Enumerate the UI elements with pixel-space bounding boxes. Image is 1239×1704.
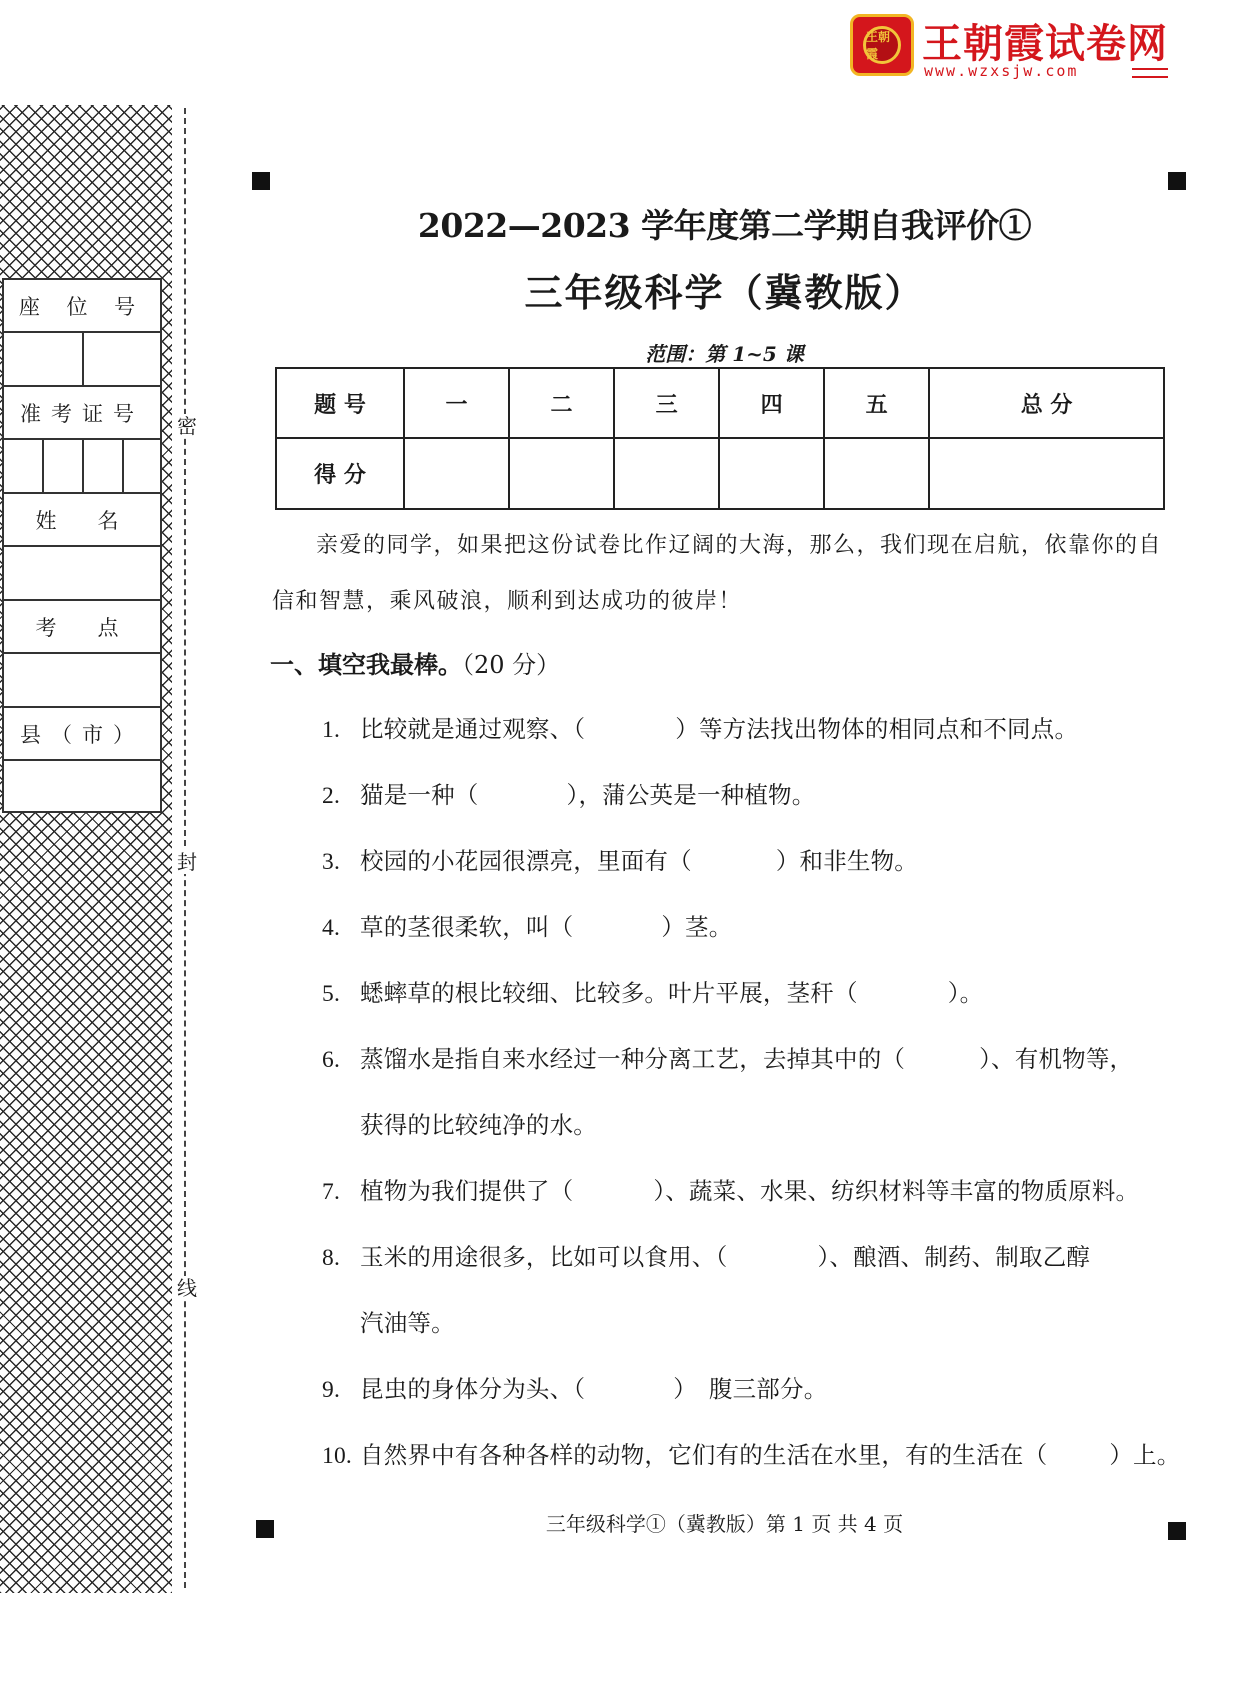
corner-mark-top-right bbox=[1168, 172, 1186, 190]
question-5 bbox=[322, 974, 983, 1008]
question-text: ）、蔬菜、水果、纺织材料等丰富的物质原料。 bbox=[653, 1177, 1140, 1205]
question-number: 7. bbox=[322, 1179, 341, 1205]
score-cell[interactable] bbox=[614, 438, 719, 509]
seal-char-mi: 密 bbox=[177, 414, 197, 438]
question-text: ） 腹三部分。 bbox=[673, 1375, 828, 1403]
question-10 bbox=[322, 1436, 1180, 1470]
question-text: 蟋蟀草的根比较细、比较多。叶片平展，茎秆（ bbox=[360, 979, 858, 1007]
question-number: 6. bbox=[322, 1047, 341, 1073]
score-header-cell: 四 bbox=[719, 368, 824, 438]
score-header-cell: 一 bbox=[404, 368, 509, 438]
question-text: 自然界中有各种各样的动物，它们有的生活在水里，有的生活在（ bbox=[360, 1441, 1048, 1469]
question-text: 猫是一种（ bbox=[360, 781, 479, 809]
question-text: ）茎。 bbox=[661, 913, 733, 941]
seat-number-label: 座 位 号 bbox=[4, 280, 160, 333]
question-number: 4. bbox=[322, 915, 341, 941]
site-logo bbox=[850, 12, 1170, 80]
score-cell[interactable] bbox=[509, 438, 614, 509]
score-header-cell: 题 号 bbox=[276, 368, 404, 438]
seal-dashed-line bbox=[184, 108, 186, 1588]
question-9 bbox=[322, 1370, 827, 1404]
score-cell[interactable] bbox=[929, 438, 1164, 509]
county-field[interactable] bbox=[4, 761, 160, 815]
score-header-cell: 二 bbox=[509, 368, 614, 438]
question-text: ），蒲公英是一种植物。 bbox=[566, 781, 816, 809]
logo-lines-icon bbox=[1132, 68, 1168, 78]
exam-site-field[interactable] bbox=[4, 654, 160, 708]
logo-title: 王朝霞试卷网 bbox=[922, 21, 1168, 67]
score-cell[interactable] bbox=[824, 438, 929, 509]
question-text: 玉米的用途很多，比如可以食用、（ bbox=[360, 1243, 728, 1271]
question-3 bbox=[322, 842, 918, 876]
question-text: 昆虫的身体分为头、（ bbox=[360, 1375, 586, 1403]
intro-paragraph: 亲爱的同学，如果把这份试卷比作辽阔的大海，那么，我们现在启航，依靠你的自信和智慧，乘风破浪，顺利到达成功的彼岸！ bbox=[272, 533, 1163, 614]
score-header-cell: 三 bbox=[614, 368, 719, 438]
student-info-box bbox=[2, 278, 162, 813]
question-text: ）。 bbox=[947, 979, 984, 1007]
logo-url: www.wzxsjw.com bbox=[924, 62, 1079, 80]
exam-site-label: 考 点 bbox=[4, 601, 160, 654]
question-4 bbox=[322, 908, 732, 942]
question-number: 2. bbox=[322, 783, 341, 809]
question-text: ）、酿酒、制药、制取乙醇 bbox=[817, 1243, 1091, 1271]
question-text: ）、有机物等， bbox=[979, 1045, 1134, 1073]
exam-title: 2022—2023 学年度第二学期自我评价① bbox=[417, 206, 1032, 245]
seat-number-field[interactable] bbox=[4, 333, 160, 387]
question-number: 10. bbox=[322, 1443, 352, 1469]
seal-char-feng: 封 bbox=[177, 850, 197, 874]
question-text: ）和非生物。 bbox=[775, 847, 919, 875]
question-text: 植物为我们提供了（ bbox=[360, 1177, 574, 1205]
question-text: 校园的小花园很漂亮，里面有（ bbox=[360, 847, 692, 875]
score-table-score-row bbox=[276, 438, 1164, 509]
score-header-cell: 总 分 bbox=[929, 368, 1164, 438]
corner-mark-top-left bbox=[252, 172, 270, 190]
exam-id-field[interactable] bbox=[4, 440, 160, 494]
question-1 bbox=[322, 710, 1078, 744]
score-row-label: 得 分 bbox=[276, 438, 404, 509]
question-number: 5. bbox=[322, 981, 341, 1007]
question-text: 蒸馏水是指自来水经过一种分离工艺，去掉其中的（ bbox=[360, 1045, 906, 1073]
exam-scope: 范围：第 1~5 课 bbox=[645, 342, 804, 366]
name-label: 姓 名 bbox=[4, 494, 160, 547]
question-number: 9. bbox=[322, 1377, 341, 1403]
question-text: 比较就是通过观察、（ bbox=[360, 715, 586, 743]
section-1-points: （20 分） bbox=[462, 651, 561, 679]
score-table-header-row bbox=[276, 368, 1164, 438]
score-header-cell: 五 bbox=[824, 368, 929, 438]
score-cell[interactable] bbox=[404, 438, 509, 509]
question-7 bbox=[322, 1172, 1139, 1206]
question-number: 8. bbox=[322, 1245, 341, 1271]
question-8 bbox=[322, 1238, 1090, 1272]
exam-id-label: 准考证号 bbox=[4, 387, 160, 440]
logo-badge-icon bbox=[850, 14, 914, 76]
question-6 bbox=[322, 1040, 1133, 1074]
page-footer: 三年级科学①（冀教版）第 1 页 共 4 页 bbox=[545, 1512, 904, 1536]
section-1-title: 一、填空我最棒。 bbox=[270, 650, 462, 679]
question-number: 1. bbox=[322, 717, 341, 743]
score-table bbox=[275, 367, 1165, 510]
seal-char-xian: 线 bbox=[177, 1276, 197, 1300]
question-text: ）等方法找出物体的相同点和不同点。 bbox=[675, 715, 1079, 743]
question-8-continued: 汽油等。 bbox=[360, 1309, 455, 1337]
score-cell[interactable] bbox=[719, 438, 824, 509]
question-number: 3. bbox=[322, 849, 341, 875]
section-1-heading bbox=[270, 645, 560, 680]
name-field[interactable] bbox=[4, 547, 160, 601]
logo-seal: 王朝霞 bbox=[863, 26, 901, 64]
question-text: 草的茎很柔软，叫（ bbox=[360, 913, 574, 941]
exam-subtitle: 三年级科学（冀教版） bbox=[524, 270, 925, 315]
question-text: ）上。 bbox=[1109, 1441, 1181, 1469]
county-label: 县（市） bbox=[4, 708, 160, 761]
question-2 bbox=[322, 776, 815, 810]
question-6-continued: 获得的比较纯净的水。 bbox=[360, 1111, 597, 1139]
